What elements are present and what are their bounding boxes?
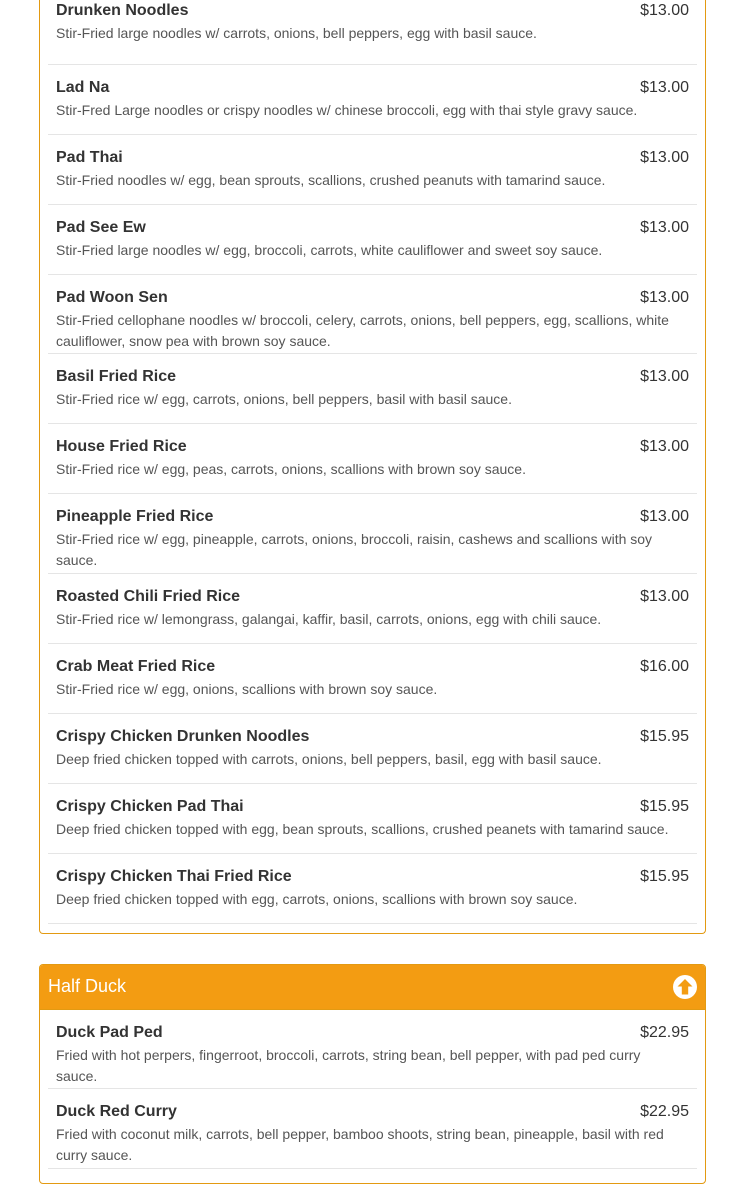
menu-item-description: Stir-Fried rice w/ egg, carrots, onions, bell peppers, basil with basil sauce.: [56, 391, 512, 407]
menu-item-price: $13.00: [640, 438, 689, 455]
menu-item-name: House Fried Rice: [56, 438, 187, 455]
menu-item-description: Stir-Fried cellophane noodles w/ broccoli, celery, carrots, onions, bell peppers, egg, scallions, white cauliflower, snow pea with brown soy sauce.: [56, 312, 669, 349]
menu-item[interactable]: [48, 205, 697, 275]
menu-item[interactable]: [48, 135, 697, 205]
arrow-circle-up-icon[interactable]: [672, 974, 698, 1000]
menu-item[interactable]: [48, 644, 697, 714]
menu-item-description: Stir-Fred Large noodles or crispy noodles w/ chinese broccoli, egg with thai style gravy sauce.: [56, 102, 638, 118]
menu-item-name: Roasted Chili Fried Rice: [56, 588, 241, 605]
menu-item-name: Pineapple Fried Rice: [56, 508, 214, 525]
menu-item-description: Stir-Fried noodles w/ egg, bean sprouts, scallions, crushed peanuts with tamarind sauce.: [56, 172, 606, 188]
menu-item-name: Duck Pad Ped: [56, 1024, 163, 1041]
menu-item-description: Stir-Fried large noodles w/ carrots, onions, bell peppers, egg with basil sauce.: [56, 25, 537, 41]
menu-item[interactable]: [48, 854, 697, 924]
menu-item-price: $13.00: [640, 508, 689, 525]
menu-item-description: Deep fried chicken topped with egg, bean sprouts, scallions, crushed peanets with tamarind sauce.: [56, 821, 669, 837]
menu-item-description: Stir-Fried large noodles w/ egg, broccoli, carrots, white cauliflower and sweet soy sauce.: [56, 242, 603, 258]
menu-item-name: Lad Na: [56, 79, 110, 96]
menu-item[interactable]: [48, 714, 697, 784]
menu-item-price: $13.00: [640, 79, 689, 96]
menu-item-description: Deep fried chicken topped with egg, carrots, onions, scallions with brown soy sauce.: [56, 891, 578, 907]
menu-item-name: Crispy Chicken Pad Thai: [56, 798, 244, 815]
half-duck-item-list: [40, 1010, 705, 1169]
half-duck-panel: [39, 964, 706, 1184]
menu-item[interactable]: [48, 0, 697, 65]
menu-item-price: $13.00: [640, 588, 689, 605]
menu-item[interactable]: [48, 784, 697, 854]
menu-item-price: $15.95: [640, 728, 689, 745]
menu-item-description: Stir-Fried rice w/ egg, peas, carrots, onions, scallions with brown soy sauce.: [56, 461, 526, 477]
menu-item-price: $13.00: [640, 149, 689, 166]
menu-item-name: Pad Woon Sen: [56, 289, 168, 306]
menu-item[interactable]: [48, 275, 697, 354]
menu-item-price: $13.00: [640, 368, 689, 385]
menu-item[interactable]: [48, 354, 697, 424]
menu-item-name: Basil Fried Rice: [56, 368, 177, 385]
menu-item-description: Deep fried chicken topped with carrots, onions, bell peppers, basil, egg with basil sauce.: [56, 751, 602, 767]
menu-item-name: Pad See Ew: [56, 219, 146, 236]
menu-item-name: Crispy Chicken Thai Fried Rice: [56, 868, 292, 885]
menu-item[interactable]: [48, 424, 697, 494]
menu-item-price: $13.00: [640, 2, 689, 19]
half-duck-panel-title: Half Duck: [48, 976, 127, 996]
menu-item-description: Stir-Fried rice w/ egg, pineapple, carrots, onions, broccoli, raisin, cashews and scallions with soy sauce.: [56, 531, 653, 568]
half-duck-panel-heading[interactable]: [40, 965, 705, 1010]
menu-item-price: $16.00: [640, 658, 689, 675]
menu-item-description: Stir-Fried rice w/ egg, onions, scallions with brown soy sauce.: [56, 681, 438, 697]
menu-item-description: Stir-Fried rice w/ lemongrass, galangai, kaffir, basil, carrots, onions, egg with chili sauce.: [56, 611, 602, 627]
menu-item[interactable]: [48, 1089, 697, 1169]
noodles-panel: [39, 0, 706, 934]
menu-item[interactable]: [48, 1010, 697, 1089]
menu-item-name: Crispy Chicken Drunken Noodles: [56, 728, 310, 745]
menu-item-price: $22.95: [640, 1103, 689, 1120]
menu-item-name: Drunken Noodles: [56, 2, 189, 19]
menu-item[interactable]: [48, 574, 697, 644]
menu-item-description: Fried with coconut milk, carrots, bell pepper, bamboo shoots, string bean, pineapple, basil with red curry sauce.: [56, 1126, 664, 1163]
menu-item-price: $15.95: [640, 798, 689, 815]
menu-item[interactable]: [48, 494, 697, 574]
menu-item-price: $15.95: [640, 868, 689, 885]
menu-item-price: $13.00: [640, 289, 689, 306]
menu-item-price: $22.95: [640, 1024, 689, 1041]
menu-item[interactable]: [48, 65, 697, 135]
menu-item-name: Pad Thai: [56, 149, 123, 166]
menu-item-name: Duck Red Curry: [56, 1103, 177, 1120]
menu-item-description: Fried with hot perpers, fingerroot, broccoli, carrots, string bean, bell pepper, with pad ped curry sauce.: [56, 1047, 641, 1084]
menu-item-price: $13.00: [640, 219, 689, 236]
menu-item-name: Crab Meat Fried Rice: [56, 658, 216, 675]
noodles-item-list: [40, 0, 705, 924]
